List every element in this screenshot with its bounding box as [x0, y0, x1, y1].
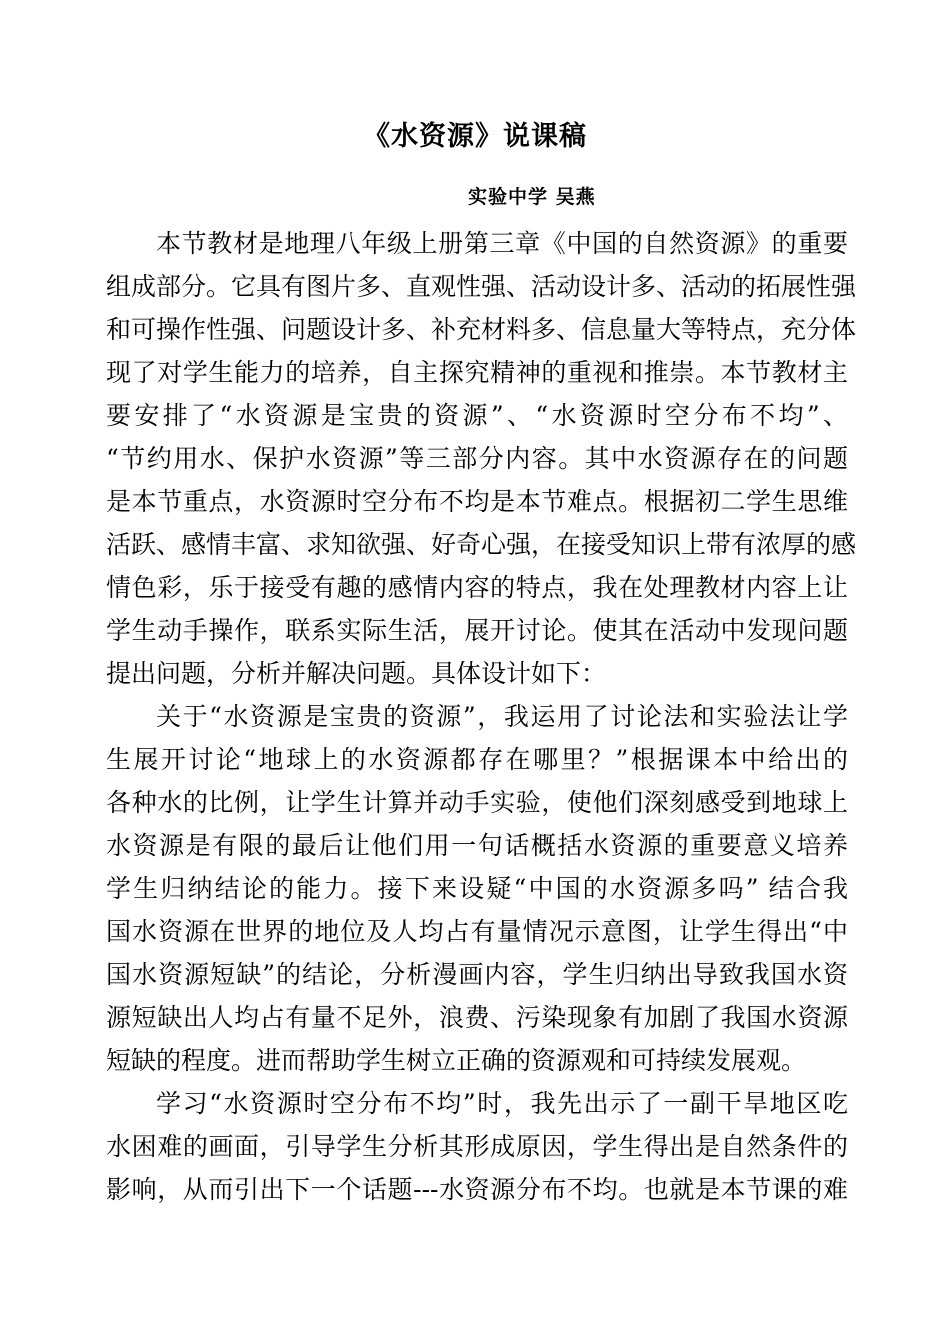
- paragraph-line: 学生归纳结论的能力。接下来设疑“中国的水资源多吗” 结合我: [106, 874, 848, 903]
- paragraph-line: 影响，从而引出下一个话题---水资源分布不均。也就是本节课的难: [106, 1175, 848, 1204]
- paragraph-line: 生展开讨论“地球上的水资源都存在哪里？”根据课本中给出的: [106, 745, 848, 774]
- paragraph-line: “节约用水、保护水资源”等三部分内容。其中水资源存在的问题: [106, 444, 848, 473]
- paragraph-line: 学习“水资源时空分布不均”时，我先出示了一副干旱地区吃: [156, 1089, 848, 1118]
- document-title: 《水资源》说课稿: [363, 121, 587, 152]
- paragraph-line: 水资源是有限的最后让他们用一句话概括水资源的重要意义培养: [106, 831, 848, 860]
- paragraph-line: 提出问题，分析并解决问题。具体设计如下：: [106, 659, 607, 688]
- paragraph-line: 关于“水资源是宝贵的资源”，我运用了讨论法和实验法让学: [156, 702, 848, 731]
- paragraph-line: 组成部分。它具有图片多、直观性强、活动设计多、活动的拓展性强: [106, 272, 857, 301]
- paragraph-line: 源短缺出人均占有量不足外，浪费、污染现象有加剧了我国水资源: [106, 1003, 848, 1032]
- paragraph-line: 活跃、感情丰富、求知欲强、好奇心强，在接受知识上带有浓厚的感: [106, 530, 857, 559]
- paragraph-line: 本节教材是地理八年级上册第三章《中国的自然资源》的重要: [156, 229, 848, 258]
- paragraph-line: 国水资源短缺”的结论，分析漫画内容，学生归纳出导致我国水资: [106, 960, 848, 989]
- paragraph-line: 学生动手操作，联系实际生活，展开讨论。使其在活动中发现问题: [106, 616, 848, 645]
- paragraph-line: 国水资源在世界的地位及人均占有量情况示意图，让学生得出“中: [106, 917, 848, 946]
- paragraph-line: 和可操作性强、问题设计多、补充材料多、信息量大等特点，充分体: [106, 315, 857, 344]
- paragraph-line: 短缺的程度。进而帮助学生树立正确的资源观和可持续发展观。: [106, 1046, 807, 1075]
- document-body: [106, 222, 857, 1211]
- paragraph-line: 是本节重点，水资源时空分布不均是本节难点。根据初二学生思维: [106, 487, 848, 516]
- paragraph-line: 情色彩，乐于接受有趣的感情内容的特点，我在处理教材内容上让: [106, 573, 848, 602]
- document-author: 实验中学 吴燕: [468, 186, 596, 208]
- paragraph-line: 各种水的比例，让学生计算并动手实验，使他们深刻感受到地球上: [106, 788, 848, 817]
- paragraph-line: 要安排了“水资源是宝贵的资源”、“水资源时空分布不均”、: [106, 401, 848, 430]
- paragraph-line: 水困难的画面，引导学生分析其形成原因，学生得出是自然条件的: [106, 1132, 848, 1161]
- paragraph-line: 现了对学生能力的培养，自主探究精神的重视和推崇。本节教材主: [106, 358, 848, 387]
